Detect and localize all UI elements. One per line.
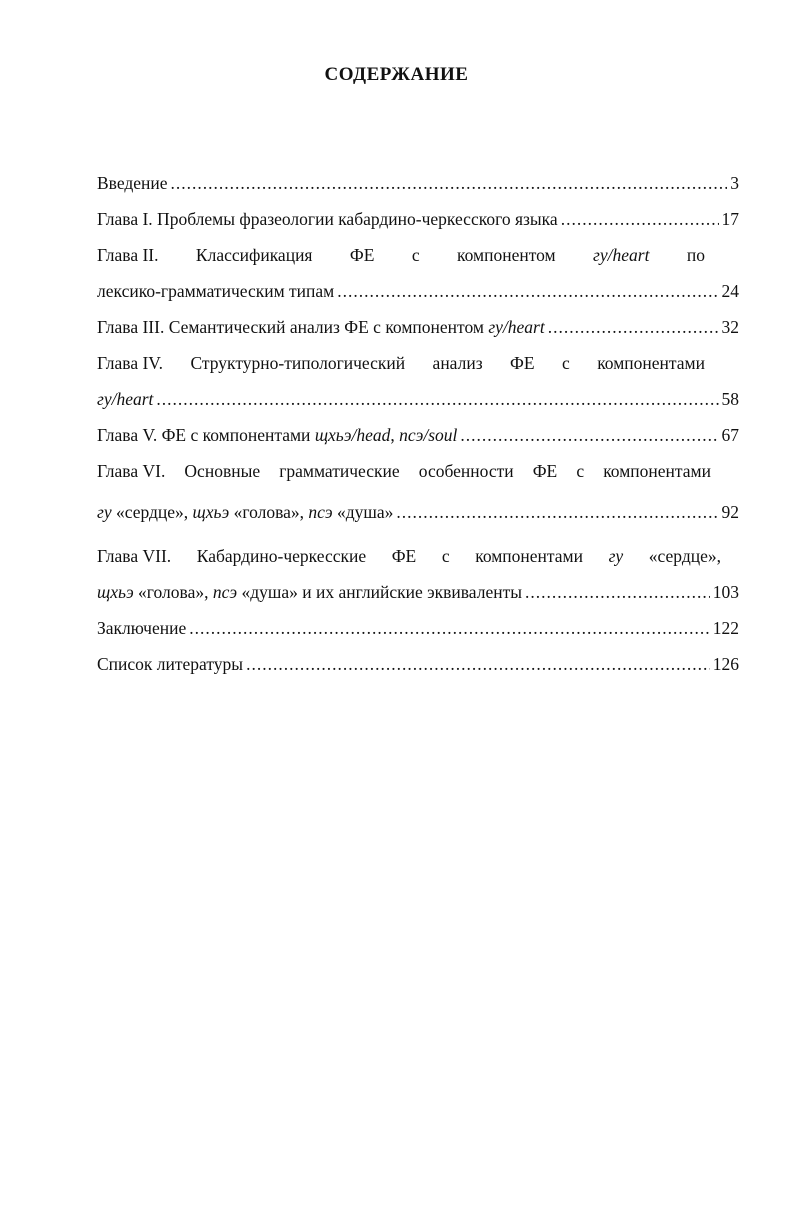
toc-term: псэ/soul xyxy=(399,425,458,445)
toc-label: щхьэ «голова», псэ «душа» и их английские эквиваленты xyxy=(97,582,522,602)
toc-entry-chapter-2-line-1 xyxy=(97,244,705,266)
toc-label: Введение xyxy=(97,173,168,193)
toc-word: ФЕ xyxy=(349,245,375,265)
toc-entry-chapter-5 xyxy=(97,424,739,446)
toc-label: лексико-грамматическим типам xyxy=(97,281,335,301)
toc-word: Классификация xyxy=(195,245,313,265)
toc-word: анализ xyxy=(432,353,483,373)
leader-dots xyxy=(460,424,718,446)
toc-word: компонентами xyxy=(475,546,583,566)
toc-entry-chapter-7-line-1 xyxy=(97,545,721,567)
toc-term: щхьэ xyxy=(192,502,230,522)
toc-term: гу/heart xyxy=(488,317,545,337)
leader-dots xyxy=(246,653,710,675)
toc-entry-chapter-4-line-2 xyxy=(97,388,739,410)
toc-term: гу/heart xyxy=(97,389,154,409)
toc-term: гу/heart xyxy=(593,245,650,265)
page-number: 17 xyxy=(721,209,739,229)
toc-word: Глава VI. xyxy=(97,461,166,481)
toc-word: ФЕ xyxy=(510,353,535,373)
toc-word: Структурно-типологический xyxy=(190,353,406,373)
toc-word: с xyxy=(561,353,570,373)
leader-dots xyxy=(525,581,710,603)
page-number: 122 xyxy=(712,618,739,638)
toc-word: грамматические xyxy=(279,461,400,481)
toc-word: с xyxy=(576,461,585,481)
leader-dots xyxy=(548,316,719,338)
toc-term: псэ xyxy=(308,502,333,522)
leader-dots xyxy=(396,501,718,523)
toc-term: щхьэ xyxy=(97,582,134,602)
toc-word: компонентом xyxy=(457,245,556,265)
toc-entry-bibliography xyxy=(97,653,739,675)
toc-word: «сердце», xyxy=(648,546,721,566)
toc-entry-chapter-3 xyxy=(97,316,739,338)
toc-label: Глава III. Семантический анализ ФЕ с компонентом гу/heart xyxy=(97,317,545,337)
leader-dots xyxy=(337,280,718,302)
toc-word: компонентами xyxy=(603,461,711,481)
toc-label: Глава I. Проблемы фразеологии кабардино-черкесского языка xyxy=(97,209,558,229)
toc-term: гу xyxy=(608,546,624,566)
toc-label: Список литературы xyxy=(97,654,244,674)
toc-word: ФЕ xyxy=(391,546,417,566)
toc-word: Основные xyxy=(184,461,261,481)
leader-dots xyxy=(561,208,719,230)
toc-label: гу «сердце», щхьэ «голова», псэ «душа» xyxy=(97,502,394,522)
toc-entry-chapter-1 xyxy=(97,208,739,230)
toc-word: компонентами xyxy=(597,353,705,373)
toc-label: Заключение xyxy=(97,618,187,638)
page-number: 126 xyxy=(712,654,739,674)
leader-dots xyxy=(171,172,728,194)
toc-label: Глава V. ФЕ с компонентами щхьэ/head, псэ/soul xyxy=(97,425,458,445)
toc-entry-chapter-6-line-2 xyxy=(97,501,739,523)
page-number: 103 xyxy=(712,582,739,602)
toc-entry-chapter-7-line-2 xyxy=(97,581,739,603)
toc-entry-intro xyxy=(97,172,739,194)
toc-word: особенности xyxy=(418,461,514,481)
toc-word: Глава II. xyxy=(97,245,159,265)
toc-entry-conclusion xyxy=(97,617,739,639)
toc-word: Глава IV. xyxy=(97,353,164,373)
toc-entry-chapter-4-line-1 xyxy=(97,352,705,374)
page-number: 67 xyxy=(721,425,739,445)
page-number: 24 xyxy=(721,281,739,301)
toc-word: Глава VII. xyxy=(97,546,172,566)
page-number: 32 xyxy=(721,317,739,337)
page-number: 58 xyxy=(721,389,739,409)
page-title: СОДЕРЖАНИЕ xyxy=(324,64,469,85)
leader-dots xyxy=(189,617,710,639)
page-number: 3 xyxy=(730,173,739,193)
toc-word: с xyxy=(441,546,450,566)
toc-word: по xyxy=(686,245,705,265)
toc-word: Кабардино-черкесские xyxy=(196,546,367,566)
page-number: 92 xyxy=(721,502,739,522)
toc-term: гу xyxy=(97,502,112,522)
toc-word: ФЕ xyxy=(532,461,558,481)
toc-word: с xyxy=(411,245,420,265)
toc-term: псэ xyxy=(212,582,238,602)
leader-dots xyxy=(156,388,718,410)
toc-entry-chapter-2-line-2 xyxy=(97,280,739,302)
toc-term: щхьэ/head xyxy=(314,425,391,445)
toc-entry-chapter-6-line-1 xyxy=(97,460,711,482)
